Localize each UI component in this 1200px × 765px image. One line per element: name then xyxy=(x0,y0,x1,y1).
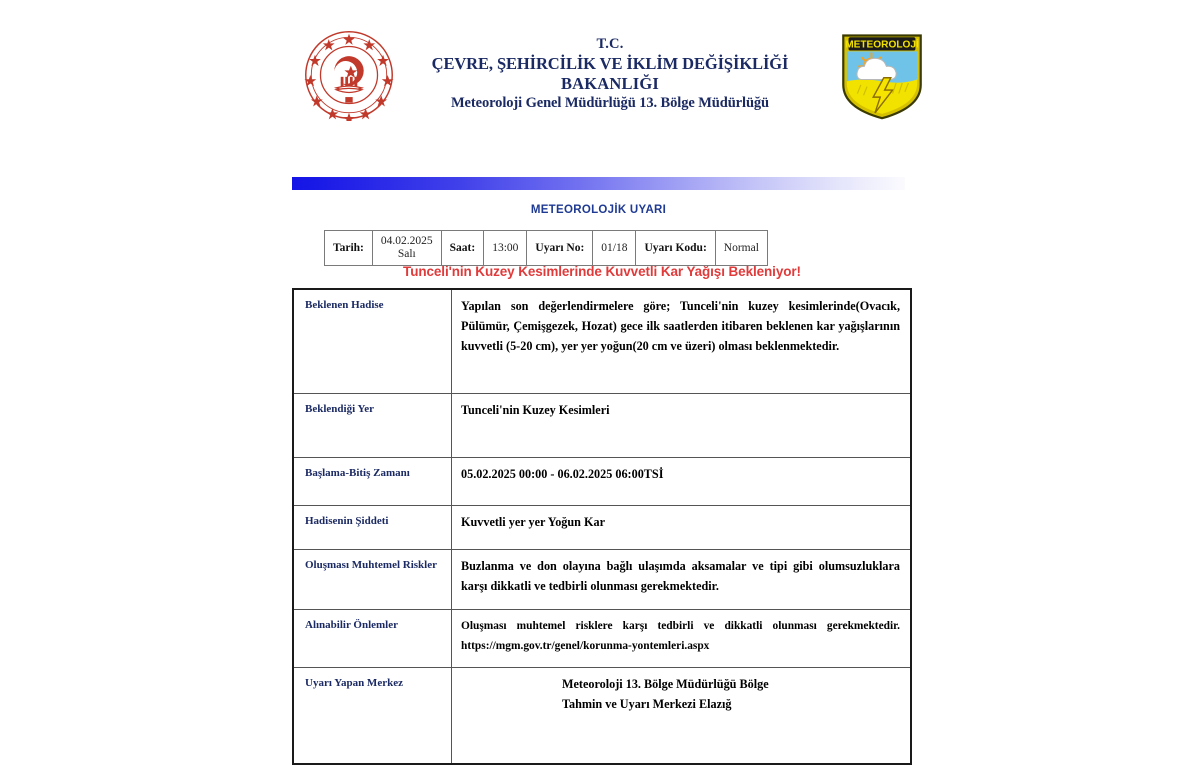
label-alinabilir-onlemler: Alınabilir Önlemler xyxy=(293,610,452,668)
table-row xyxy=(325,231,768,266)
ministry-line-tc: T.C. xyxy=(596,36,624,52)
value-saat: 13:00 xyxy=(484,231,527,266)
table-row xyxy=(293,506,911,550)
warning-details-table xyxy=(292,288,912,765)
decorative-gradient-bar xyxy=(292,177,905,190)
value-merkez-line2: Tahmin ve Uyarı Merkezi Elazığ xyxy=(562,696,732,711)
table-row xyxy=(293,394,911,458)
label-olusmasi-muhtemel-riskler: Oluşması Muhtemel Riskler xyxy=(293,550,452,610)
value-hadisenin-siddeti: Kuvvetli yer yer Yoğun Kar xyxy=(452,506,912,550)
warning-info-table xyxy=(324,230,768,266)
label-uyari-kodu: Uyarı Kodu: xyxy=(636,231,715,266)
value-tarih-day: Salı xyxy=(397,248,416,260)
value-olusmasi-muhtemel-riskler: Buzlanma ve don olayına bağlı ulaşımda aksamalar ve tipi gibi olumsuzluklara karşı dikkatli ve tedbirli olunması gerekmektedir. xyxy=(452,550,912,610)
ministry-line-name: ÇEVRE, ŞEHİRCİLİK VE İKLİM DEĞİŞİKLİĞİ xyxy=(431,53,789,73)
table-row xyxy=(293,458,911,506)
table-row xyxy=(293,610,911,668)
document-header xyxy=(0,0,1200,150)
ministry-line-department: Meteoroloji Genel Müdürlüğü 13. Bölge Müdürlüğü xyxy=(450,94,770,111)
turkish-ministry-seal-icon xyxy=(303,29,395,121)
value-alinabilir-onlemler xyxy=(452,610,912,668)
korunma-yontemleri-link[interactable]: https://mgm.gov.tr/genel/korunma-yontemleri.aspx xyxy=(461,640,710,653)
mgm-logo-text: METEOROLOJİ xyxy=(845,39,919,51)
meteoroloji-shield-logo-icon xyxy=(838,30,926,122)
value-uyari-kodu: Normal xyxy=(715,231,767,266)
meteorological-warning-title: METEOROLOJİK UYARI xyxy=(530,204,667,216)
value-uyari-no: 01/18 xyxy=(593,231,636,266)
label-uyari-yapan-merkez: Uyarı Yapan Merkez xyxy=(293,668,452,765)
label-uyari-no: Uyarı No: xyxy=(527,231,593,266)
warning-headline: Tunceli'nin Kuzey Kesimlerinde Kuvvetli Kar Yağışı Bekleniyor! xyxy=(403,264,801,279)
table-row xyxy=(293,668,911,765)
label-hadisenin-siddeti: Hadisenin Şiddeti xyxy=(293,506,452,550)
table-row xyxy=(293,289,911,394)
ministry-line-bakanligi: BAKANLIĞI xyxy=(560,73,660,93)
label-baslama-bitis-zamani: Başlama-Bitiş Zamanı xyxy=(293,458,452,506)
value-uyari-yapan-merkez xyxy=(452,668,912,765)
ministry-title-block xyxy=(410,36,810,113)
table-row xyxy=(293,550,911,610)
value-baslama-bitis-zamani: 05.02.2025 00:00 - 06.02.2025 06:00TSİ xyxy=(452,458,912,506)
label-saat: Saat: xyxy=(441,231,484,266)
label-beklendigi-yer: Beklendiği Yer xyxy=(293,394,452,458)
value-merkez-line1: Meteoroloji 13. Bölge Müdürlüğü Bölge xyxy=(562,677,769,691)
label-beklenen-hadise: Beklenen Hadise xyxy=(293,289,452,394)
value-beklendigi-yer: Tunceli'nin Kuzey Kesimleri xyxy=(452,394,912,458)
label-tarih: Tarih: xyxy=(325,231,373,266)
value-beklenen-hadise: Yapılan son değerlendirmelere göre; Tunceli'nin kuzey kesimlerinde(Ovacık, Pülümür, Çemişgezek, Hozat) gece ilk saatlerden itibaren beklenen kar yağışlarının kuvvetli (5-20 cm), yer yer yoğun(20 cm ve üzeri) olması beklenmektedir. xyxy=(452,289,912,394)
value-alinabilir-onlemler-text: Oluşması muhtemel risklere karşı tedbirli ve dikkatli olunması gerekmektedir. xyxy=(461,620,900,632)
value-tarih-date: 04.02.2025 xyxy=(380,234,433,247)
value-tarih xyxy=(372,231,441,266)
